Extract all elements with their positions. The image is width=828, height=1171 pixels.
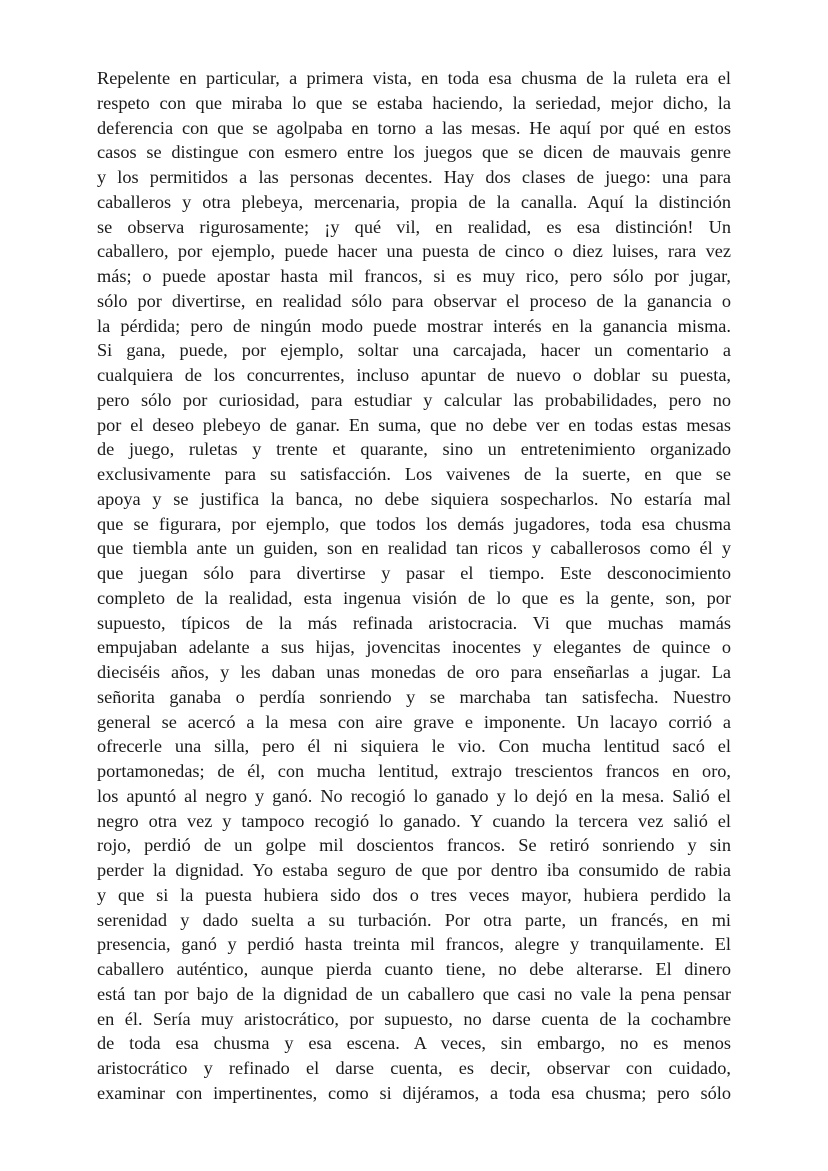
text-line: Repelente en particular, a primera vista, en toda esa chusma de la ruleta era el xyxy=(97,68,731,88)
text-line: en él. Sería muy aristocrático, por supuesto, no darse cuenta de la cochambre xyxy=(97,1008,731,1029)
body-text xyxy=(97,66,731,1106)
text-line: completo de la realidad, esta ingenua visión de lo que es la gente, son, por xyxy=(97,587,731,608)
text-line: cualquiera de los concurrentes, incluso apuntar de nuevo o doblar su puesta, xyxy=(97,365,731,385)
text-line: caballero, por ejemplo, puede hacer una puesta de cinco o diez luises, rara vez xyxy=(97,241,731,262)
text-line: se observa rigurosamente; ¡y qué vil, en realidad, es esa distinción! Un xyxy=(97,216,731,237)
text-line: negro otra vez y tampoco recogió lo ganado. Y cuando la tercera vez salió el xyxy=(97,810,731,831)
text-line: de juego, ruletas y trente et quarante, sino un entretenimiento organizado xyxy=(97,439,731,460)
text-line: por el deseo plebeyo de ganar. En suma, que no debe ver en todas estas mesas xyxy=(97,414,731,435)
text-line: dieciséis años, y les daban unas monedas de oro para enseñarlas a jugar. La xyxy=(97,662,731,682)
text-line: supuesto, típicos de la más refinada aristocracia. Vi que muchas mamás xyxy=(97,612,731,633)
text-line: de toda esa chusma y esa escena. A veces, sin embargo, no es menos xyxy=(97,1033,731,1054)
text-line: presencia, ganó y perdió hasta treinta mil francos, alegre y tranquilamente. El xyxy=(97,934,731,955)
text-line: portamonedas; de él, con mucha lentitud, extrajo trescientos francos en oro, xyxy=(97,761,731,781)
text-line: examinar con impertinentes, como si dijéramos, a toda esa chusma; pero sólo xyxy=(97,1082,731,1103)
text-line: y los permitidos a las personas decentes. Hay dos clases de juego: una para xyxy=(97,167,731,187)
text-line: serenidad y dado suelta a su turbación. Por otra parte, un francés, en mi xyxy=(97,909,731,930)
text-line: casos se distingue con esmero entre los juegos que se dicen de mauvais genre xyxy=(97,142,731,163)
text-line: empujaban adelante a sus hijas, jovencitas inocentes y elegantes de quince o xyxy=(97,637,731,658)
text-line: Si gana, puede, por ejemplo, soltar una carcajada, hacer un comentario a xyxy=(97,340,731,361)
text-line: caballero auténtico, aunque pierda cuanto tiene, no debe alterarse. El dinero xyxy=(97,959,731,979)
text-line: respeto con que miraba lo que se estaba haciendo, la seriedad, mejor dicho, la xyxy=(97,92,731,113)
text-line: apoya y se justifica la banca, no debe siquiera sospecharlos. No estaría mal xyxy=(97,488,731,509)
text-line: rojo, perdió de un golpe mil doscientos francos. Se retiró sonriendo y sin xyxy=(97,835,731,856)
text-line: está tan por bajo de la dignidad de un caballero que casi no vale la pena pensar xyxy=(97,983,731,1004)
text-line: los apuntó al negro y ganó. No recogió lo ganado y lo dejó en la mesa. Salió el xyxy=(97,785,731,806)
text-line: deferencia con que se agolpaba en torno a las mesas. He aquí por qué en estos xyxy=(97,117,731,138)
text-line: que tiembla ante un guiden, son en realidad tan ricos y caballerosos como él y xyxy=(97,538,731,559)
text-line: la pérdida; pero de ningún modo puede mostrar interés en la ganancia misma. xyxy=(97,315,731,336)
text-line: perder la dignidad. Yo estaba seguro de que por dentro iba consumido de rabia xyxy=(97,860,731,880)
text-line: pero sólo por curiosidad, para estudiar y calcular las probabilidades, pero no xyxy=(97,389,731,410)
text-line: más; o puede apostar hasta mil francos, si es muy rico, pero sólo por jugar, xyxy=(97,266,731,286)
text-line: sólo por divertirse, en realidad sólo para observar el proceso de la ganancia o xyxy=(97,290,731,311)
text-line: aristocrático y refinado el darse cuenta, es decir, observar con cuidado, xyxy=(97,1058,731,1078)
text-line: y que si la puesta hubiera sido dos o tres veces mayor, hubiera perdido la xyxy=(97,884,731,905)
text-line: señorita ganaba o perdía sonriendo y se marchaba tan satisfecha. Nuestro xyxy=(97,686,731,707)
text-line: que se figurara, por ejemplo, que todos los demás jugadores, toda esa chusma xyxy=(97,513,731,534)
text-line: ofrecerle una silla, pero él ni siquiera le vio. Con mucha lentitud sacó el xyxy=(97,736,731,757)
text-line: general se acercó a la mesa con aire grave e imponente. Un lacayo corrió a xyxy=(97,711,731,732)
text-line: caballeros y otra plebeya, mercenaria, propia de la canalla. Aquí la distinción xyxy=(97,191,731,212)
text-line: que juegan sólo para divertirse y pasar el tiempo. Este desconocimiento xyxy=(97,563,731,583)
text-line: exclusivamente para su satisfacción. Los vaivenes de la suerte, en que se xyxy=(97,464,731,484)
